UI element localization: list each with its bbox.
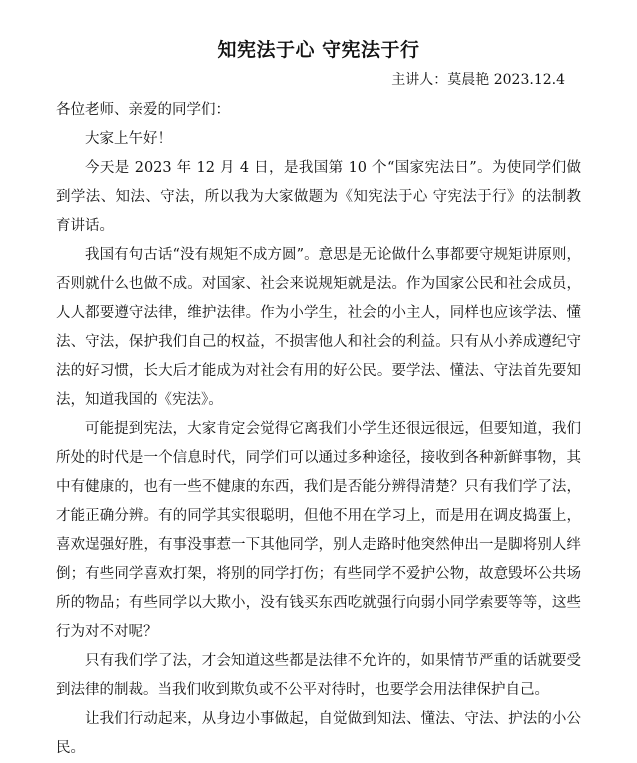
greeting: 各位老师、亲爱的同学们： xyxy=(56,102,230,118)
paragraph-call-to-action: 让我们行动起来，从身边小事做起，自觉做到知法、懂法、守法、护法的小公民。 xyxy=(56,711,581,756)
document-title: 知宪法于心 守宪法于行 xyxy=(217,39,420,61)
paragraph-morning-greeting: 大家上午好！ xyxy=(85,131,172,147)
paragraph-rules-and-law: 我国有句古话“没有规矩不成方圆”。意思是无论做什么事都要守规矩讲原则，否则就什么也做不成。对国家、社会来说规矩就是法。作为国家公民和社会成员，人人都要遵守法律，维护法律。作为小学生，社会的小主人，同样也应该学法、懂法、守法，保护我们自己的权益，不损害他人和社会的利益。只有从小养成遵纪守法的好习惯，长大后才能成为对社会有用的好公民。要学法、懂法、守法首先要知法，知道我国的《宪法》。 xyxy=(56,247,581,408)
paragraph-student-behavior: 可能提到宪法，大家肯定会觉得它离我们小学生还很远很远，但要知道，我们所处的时代是一个信息时代，同学们可以通过多种途径，接收到各种新鲜事物，其中有健康的，也有一些不健康的东西，我们是否能分辨得清楚？只有我们学了法，才能正确分辨。有的同学其实很聪明，但他不用在学习上，而是用在调皮捣蛋上，喜欢逞强好胜，有事没事惹一下其他同学，别人走路时他突然伸出一是脚将别人绊倒；有些同学喜欢打架，将别的同学打伤；有些同学不爱护公物，故意毁坏公共场所的物品；有些同学以大欺小，没有钱买东西吃就强行向弱小同学索要等等，这些行为对不对呢？ xyxy=(56,421,581,640)
speaker-line: 主讲人：莫晨艳 2023.12.4 xyxy=(391,72,565,88)
paragraph-legal-protection: 只有我们学了法，才会知道这些都是法律不允许的，如果情节严重的话就要受到法律的制裁。当我们收到欺负或不公平对待时，也要学会用法律保护自己。 xyxy=(56,653,581,698)
paragraph-constitution-day: 今天是 2023 年 12 月 4 日，是我国第 10 个“国家宪法日”。为使同学们做到学法、知法、守法，所以我为大家做题为《知宪法于心 守宪法于行》的法制教育讲话。 xyxy=(56,160,581,234)
